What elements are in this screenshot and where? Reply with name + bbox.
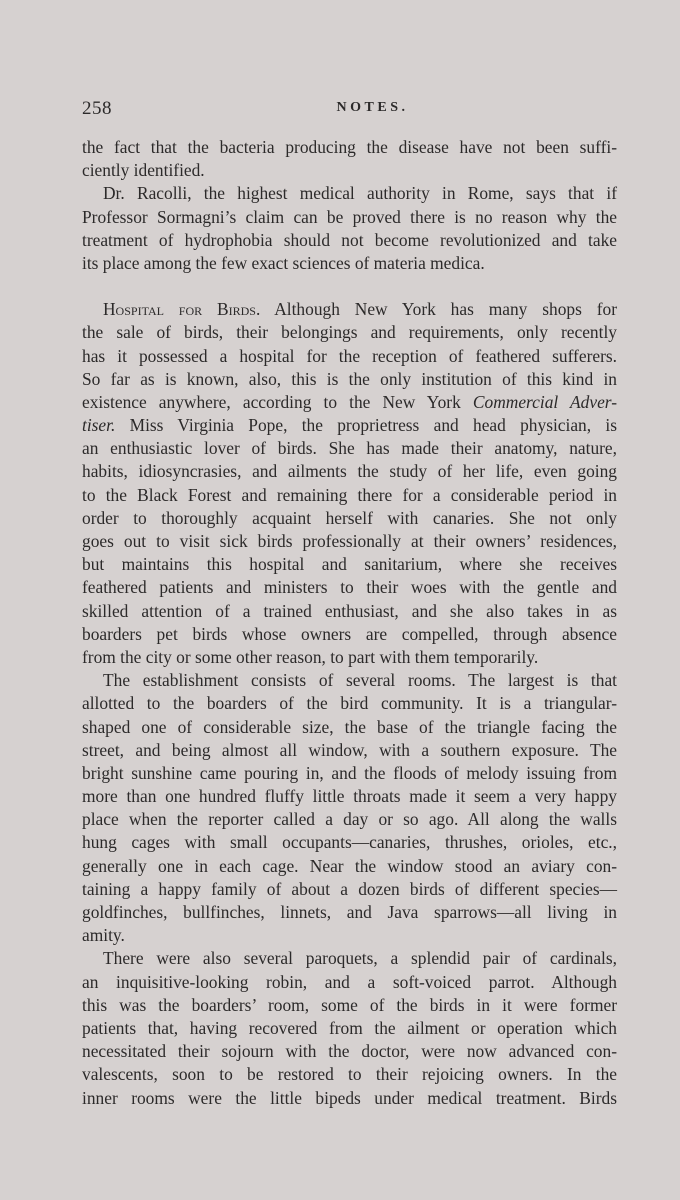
text-line: hung cages with small occupants—canaries, thrushes, orioles, etc., xyxy=(82,832,617,853)
running-head: NOTES. xyxy=(336,100,409,115)
page-header xyxy=(82,98,617,122)
text-line xyxy=(82,298,617,321)
page-number: 258 xyxy=(82,98,112,119)
text-line: valescents, soon to be restored to their rejoicing owners. In the xyxy=(82,1064,617,1085)
text-line: necessitated their sojourn with the doctor, were now advanced con- xyxy=(82,1041,617,1062)
text-line: shaped one of considerable size, the base of the triangle facing the xyxy=(82,716,617,737)
section-gap xyxy=(82,275,617,298)
text-line: ciently identified. xyxy=(82,160,205,181)
source-title: tiser. xyxy=(82,415,116,436)
text-line: to the Black Forest and remaining there for a considerable period in xyxy=(82,484,617,505)
text-line: boarders pet birds whose owners are compelled, through absence xyxy=(82,623,617,644)
text-line: taining a happy family of about a dozen birds of different species— xyxy=(82,878,617,899)
text-line: Dr. Racolli, the highest medical authority in Rome, says that if xyxy=(103,183,617,204)
text-line: amity. xyxy=(82,925,125,946)
text-line: goldfinches, bullfinches, linnets, and Java sparrows—all living in xyxy=(82,902,617,922)
text-line: the fact that the bacteria producing the disease have not been suffi- xyxy=(82,137,617,157)
paragraph-establishment xyxy=(82,669,617,947)
text-line: treatment of hydrophobia should not become revolutionized and take xyxy=(82,229,617,250)
text-line: the sale of birds, their belongings and requirements, only recently xyxy=(82,322,617,343)
paragraph-hospital-for-birds xyxy=(82,298,617,669)
text-line: Professor Sormagni’s claim can be proved there is no reason why the xyxy=(82,206,617,227)
text-line: skilled attention of a trained enthusiast, and she also takes in as xyxy=(82,600,617,621)
text-line: street, and being almost all window, with a southern exposure. The xyxy=(82,739,617,760)
text-line: more than one hundred fluffy little throats made it seem a very happy xyxy=(82,786,617,807)
line-text: Miss Virginia Pope, the proprietress and head physician, is xyxy=(129,415,617,436)
text-line: an inquisitive-looking robin, and a soft-voiced parrot. Although xyxy=(82,971,617,992)
text-line: So far as is known, also, this is the only institution of this kind in xyxy=(82,368,617,389)
text-line: has it possessed a hospital for the reception of feathered sufferers. xyxy=(82,345,617,366)
text-line: an enthusiastic lover of birds. She has made their anatomy, nature, xyxy=(82,438,617,459)
paragraph-paroquets xyxy=(82,947,617,1109)
body-text xyxy=(82,136,617,1110)
text-line: its place among the few exact sciences of materia medica. xyxy=(82,252,485,273)
text-line: goes out to visit sick birds professionally at their owners’ residences, xyxy=(82,531,617,551)
section-heading: Hospital for Birds. xyxy=(103,299,261,320)
paragraph-continuation xyxy=(82,136,617,182)
text-line: generally one in each cage. Near the window stood an aviary con- xyxy=(82,855,617,876)
text-line: order to thoroughly acquaint herself with canaries. She not only xyxy=(82,507,617,528)
text-line xyxy=(82,414,617,437)
text-line: but maintains this hospital and sanitarium, where she receives xyxy=(82,554,617,575)
text-line: patients that, having recovered from the ailment or operation which xyxy=(82,1017,617,1038)
text-line: There were also several paroquets, a splendid pair of cardinals, xyxy=(103,948,617,969)
text-line: habits, idiosyncrasies, and ailments the study of her life, even going xyxy=(82,461,617,482)
text-line: place when the reporter called a day or so ago. All along the walls xyxy=(82,809,617,830)
text-line: bright sunshine came pouring in, and the floods of melody issuing from xyxy=(82,762,617,783)
line-text: Although New York has many shops for xyxy=(274,299,617,320)
line-text: existence anywhere, according to the New York xyxy=(82,391,461,412)
text-line xyxy=(82,391,617,414)
text-line: inner rooms were the little bipeds under medical treatment. Birds xyxy=(82,1087,617,1108)
source-title: Commercial Adver- xyxy=(472,391,617,412)
text-line: The establishment consists of several rooms. The largest is that xyxy=(103,670,617,691)
text-line: feathered patients and ministers to their woes with the gentle and xyxy=(82,577,617,598)
text-line: allotted to the boarders of the bird community. It is a triangular- xyxy=(82,693,617,714)
paragraph-racolli xyxy=(82,182,617,275)
text-line: from the city or some other reason, to part with them temporarily. xyxy=(82,646,539,667)
text-line: this was the boarders’ room, some of the birds in it were former xyxy=(82,994,617,1015)
